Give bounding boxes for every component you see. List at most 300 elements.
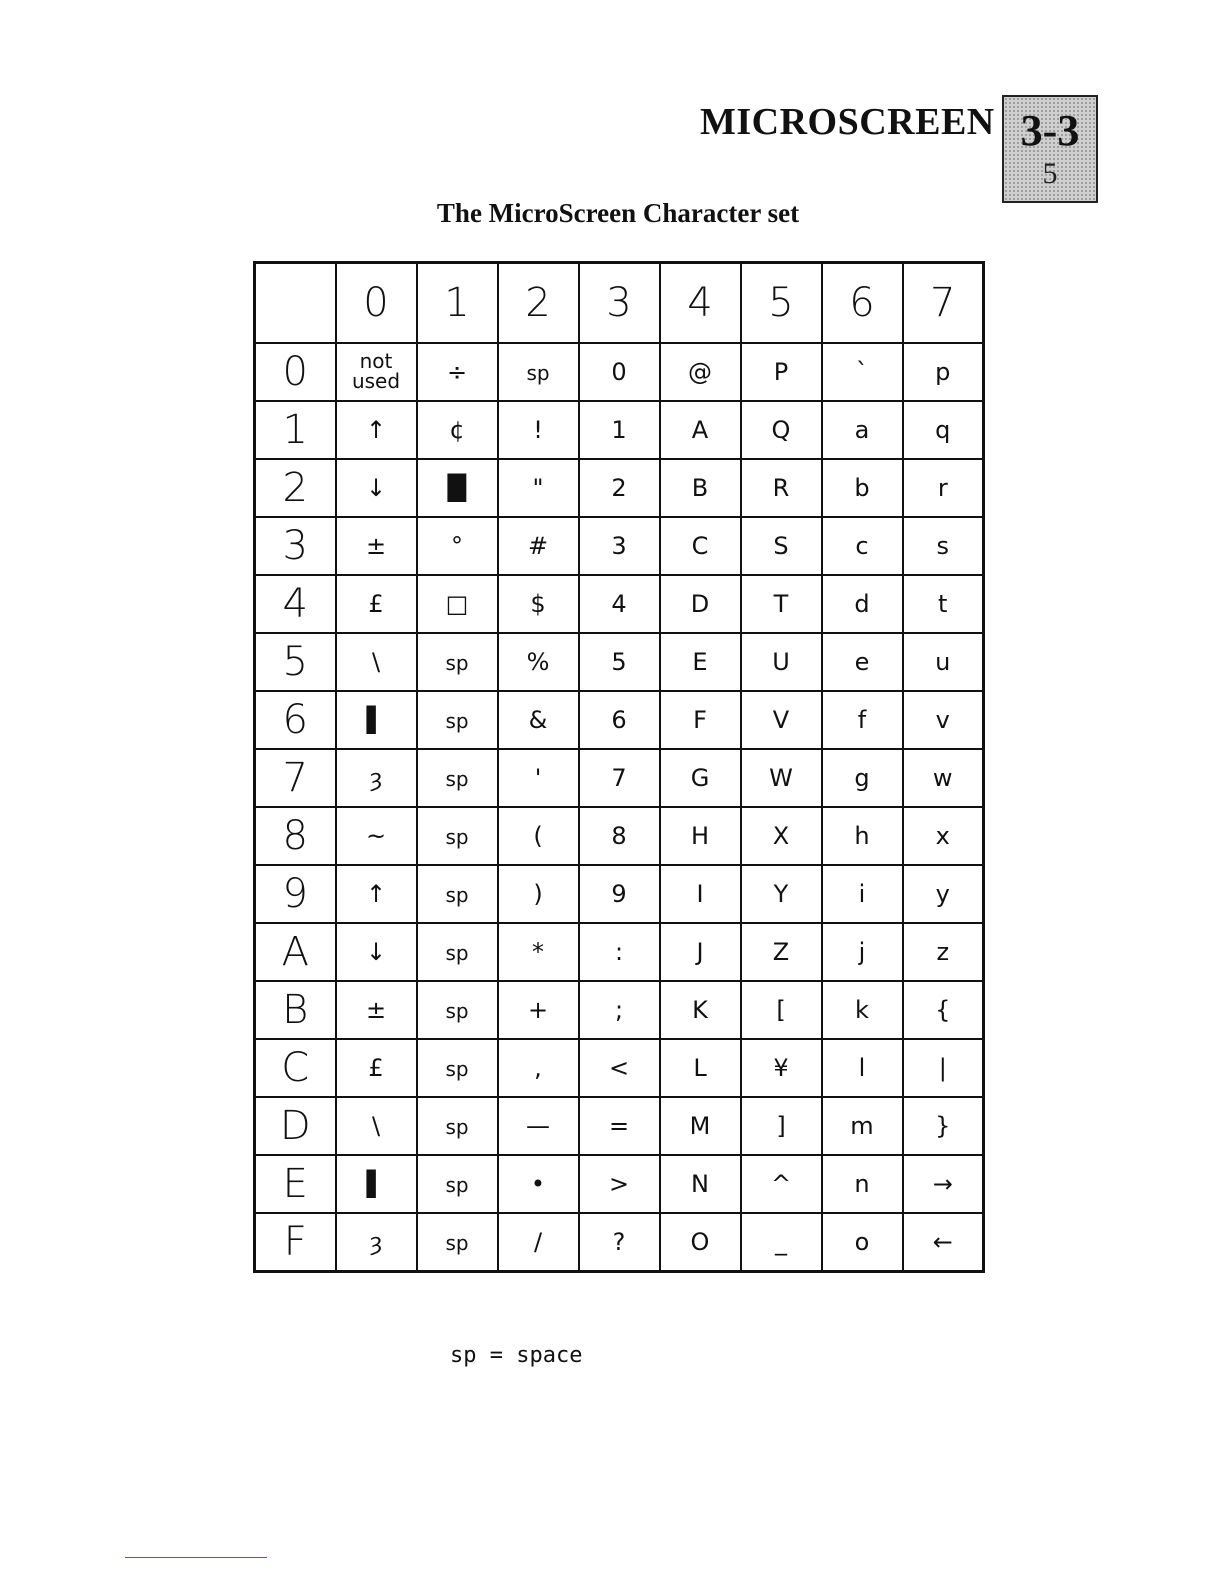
column-header: 7 [903,263,984,344]
character-glyph: E [692,648,708,676]
character-glyph: I [696,880,704,908]
character-cell [336,575,417,633]
character-cell [741,1155,822,1213]
character-glyph: 3 [611,532,627,560]
character-cell [336,981,417,1039]
character-cell [822,517,903,575]
page-title: MICROSCREEN [700,101,995,143]
character-glyph: ` [856,358,868,386]
character-glyph: 0 [611,358,627,386]
character-glyph: ¥ [773,1054,789,1082]
character-glyph: = [608,1112,630,1140]
character-cell [660,1097,741,1155]
character-glyph: r [937,474,948,502]
character-glyph: ( [533,822,543,850]
character-glyph: sp [445,825,469,849]
character-glyph: → [932,1170,953,1198]
character-cell [417,807,498,865]
character-glyph: sp [445,883,469,907]
character-cell [579,1213,660,1272]
table-row [255,575,984,633]
character-cell [741,691,822,749]
row-header: 2 [255,459,336,517]
character-cell [498,633,579,691]
character-cell [417,865,498,923]
character-glyph: sp [445,1057,469,1081]
character-cell [903,749,984,807]
character-glyph: s [936,532,949,560]
table-row [255,1097,984,1155]
character-cell [417,749,498,807]
character-glyph: £ [368,590,384,618]
character-cell [498,749,579,807]
character-cell [417,981,498,1039]
character-glyph: * [532,938,544,966]
character-cell [660,575,741,633]
character-cell [417,691,498,749]
character-glyph: 9 [611,880,627,908]
character-cell [741,517,822,575]
character-glyph: $ [530,590,546,618]
column-header: 4 [660,263,741,344]
character-glyph: £ [368,1054,384,1082]
column-header: 6 [822,263,903,344]
row-header: 1 [255,401,336,459]
character-cell [822,981,903,1039]
character-glyph: not used [351,348,401,393]
character-cell [498,1097,579,1155]
character-glyph: ° [451,532,463,560]
character-cell [417,923,498,981]
character-glyph: V [772,706,790,734]
character-glyph: + [527,996,549,1024]
character-cell [336,343,417,401]
character-cell [336,1155,417,1213]
character-cell [822,691,903,749]
character-glyph: S [773,532,789,560]
row-header: D [255,1097,336,1155]
character-glyph: w [932,764,953,792]
character-glyph: 6 [611,706,627,734]
character-glyph: : [614,938,624,966]
character-cell [498,1039,579,1097]
character-glyph: q [935,416,951,444]
character-cell [579,865,660,923]
character-cell [498,865,579,923]
character-cell [498,517,579,575]
character-cell [498,401,579,459]
character-glyph: 8 [611,822,627,850]
character-cell [417,1213,498,1272]
table-row [255,1039,984,1097]
table-row [255,923,984,981]
character-cell [579,459,660,517]
character-cell [660,749,741,807]
character-glyph: u [935,648,951,676]
character-glyph: 2 [611,474,627,502]
character-cell [336,691,417,749]
character-cell [822,1039,903,1097]
character-cell [903,865,984,923]
character-cell [822,343,903,401]
character-cell [336,749,417,807]
character-cell [660,343,741,401]
character-glyph: ↓ [365,474,387,502]
character-cell [417,401,498,459]
character-glyph: Y [773,880,789,908]
character-cell [417,517,498,575]
character-glyph: k [855,996,869,1024]
character-glyph: { [935,996,951,1024]
table-row [255,749,984,807]
character-cell [903,923,984,981]
character-cell [660,1155,741,1213]
character-glyph: A [691,416,709,444]
character-cell [336,1039,417,1097]
character-glyph: x [935,822,950,850]
character-glyph: [ [776,996,786,1024]
character-glyph: g [854,764,870,792]
character-glyph: ' [534,764,542,792]
character-cell [660,981,741,1039]
character-glyph: v [935,706,950,734]
character-cell [741,459,822,517]
character-glyph: m [850,1112,874,1140]
row-header: 4 [255,575,336,633]
character-cell [741,749,822,807]
character-cell [903,633,984,691]
character-glyph: M [689,1112,711,1140]
character-cell [336,1097,417,1155]
character-cell [660,691,741,749]
corner-cell [255,263,336,344]
character-cell [579,1039,660,1097]
character-cell [903,1097,984,1155]
character-glyph: ↓ [365,938,387,966]
table-row [255,1213,984,1272]
character-cell [822,459,903,517]
character-glyph: t [938,590,948,618]
column-header: 3 [579,263,660,344]
character-cell [498,923,579,981]
character-cell [741,633,822,691]
character-cell [903,459,984,517]
character-cell [498,1155,579,1213]
character-cell [417,633,498,691]
character-cell [417,575,498,633]
character-glyph: ȝ [369,764,383,792]
character-glyph: j [858,938,866,966]
character-glyph: • [530,1170,546,1198]
character-glyph: ¢ [449,416,465,444]
table-row [255,633,984,691]
character-glyph: p [935,358,951,386]
character-cell [741,1213,822,1272]
character-cell [417,459,498,517]
character-cell [822,1155,903,1213]
character-cell [903,981,984,1039]
character-cell [498,807,579,865]
row-header: E [255,1155,336,1213]
character-cell [903,1213,984,1272]
character-cell [660,633,741,691]
character-cell [579,923,660,981]
row-header: 8 [255,807,336,865]
character-cell [903,691,984,749]
character-cell [579,807,660,865]
column-header: 1 [417,263,498,344]
character-glyph: ȝ [369,1228,383,1256]
character-glyph: ▌ [366,706,386,734]
character-glyph: K [692,996,708,1024]
page-number: 5 [1042,157,1058,190]
character-cell [579,401,660,459]
character-glyph: , [534,1054,542,1082]
row-header: 3 [255,517,336,575]
character-glyph: @ [688,358,712,386]
column-header: 0 [336,263,417,344]
character-cell [417,1155,498,1213]
character-cell [741,865,822,923]
character-cell [903,1039,984,1097]
character-cell [579,343,660,401]
character-glyph: Z [772,938,790,966]
character-glyph: f [857,706,867,734]
character-glyph: ^ [770,1170,792,1198]
character-cell [741,343,822,401]
character-glyph: ] [776,1112,786,1140]
character-cell [336,401,417,459]
row-header: 9 [255,865,336,923]
character-glyph: % [526,648,550,676]
character-cell [660,1213,741,1272]
character-cell [498,343,579,401]
character-cell [336,633,417,691]
character-glyph: U [772,648,790,676]
character-cell [417,343,498,401]
table-row [255,459,984,517]
character-glyph: sp [445,941,469,965]
character-glyph: ? [612,1228,626,1256]
character-glyph: D [690,590,710,618]
character-glyph: o [854,1228,870,1256]
character-glyph: L [693,1054,707,1082]
character-glyph: F [693,706,707,734]
character-glyph: \ [371,648,381,676]
column-header-row [255,263,984,344]
table-row [255,807,984,865]
table-body [255,343,984,1272]
character-cell [741,981,822,1039]
character-glyph: Q [771,416,791,444]
character-glyph: i [858,880,866,908]
character-glyph: J [696,938,704,966]
character-cell [417,1039,498,1097]
footnote: sp = space [450,1343,583,1368]
character-glyph: P [773,358,789,386]
section-tab [1002,95,1098,203]
table-row [255,1155,984,1213]
character-cell [660,459,741,517]
character-cell [903,343,984,401]
row-header: 5 [255,633,336,691]
character-cell [336,923,417,981]
character-cell [660,923,741,981]
character-glyph: C [691,532,709,560]
character-cell [822,807,903,865]
section-number: 3-3 [1020,106,1080,155]
character-cell [822,1097,903,1155]
character-glyph: N [691,1170,709,1198]
divider [125,1557,267,1558]
column-header: 2 [498,263,579,344]
character-cell [579,1097,660,1155]
character-cell [741,1097,822,1155]
table-row [255,343,984,401]
character-cell [903,517,984,575]
character-glyph: sp [445,1115,469,1139]
character-glyph: > [608,1170,630,1198]
character-glyph: < [608,1054,630,1082]
character-cell [498,575,579,633]
character-cell [579,517,660,575]
character-glyph: y [935,880,950,908]
character-cell [660,401,741,459]
character-glyph: T [773,590,789,618]
character-glyph: e [854,648,870,676]
character-cell [903,575,984,633]
character-cell [822,749,903,807]
character-glyph: □ [445,590,469,618]
character-glyph: | [938,1054,947,1082]
character-cell [579,691,660,749]
character-glyph: sp [445,709,469,733]
character-cell [498,691,579,749]
character-cell [822,865,903,923]
table-caption: The MicroScreen Character set [436,198,800,228]
character-glyph: W [769,764,793,792]
character-cell [336,865,417,923]
character-cell [579,749,660,807]
table-row [255,865,984,923]
character-cell [903,1155,984,1213]
character-glyph: ! [533,416,543,444]
character-glyph: R [772,474,790,502]
character-cell [579,575,660,633]
character-cell [660,1039,741,1097]
row-header: F [255,1213,336,1272]
character-cell [660,865,741,923]
character-glyph: ) [533,880,543,908]
table-row [255,981,984,1039]
character-cell [903,807,984,865]
character-glyph: ▌ [366,1170,386,1198]
character-glyph: ~ [365,822,387,850]
character-glyph: ; [614,996,624,1024]
character-cell [336,517,417,575]
character-glyph: h [854,822,870,850]
character-glyph: sp [445,1173,469,1197]
character-glyph: sp [445,767,469,791]
row-header: 6 [255,691,336,749]
character-glyph: d [854,590,870,618]
character-glyph: \ [371,1112,381,1140]
character-cell [660,807,741,865]
character-glyph: ↑ [365,880,387,908]
character-glyph: ÷ [446,358,468,386]
character-cell [741,923,822,981]
table-row [255,517,984,575]
character-cell [417,1097,498,1155]
character-glyph: a [854,416,870,444]
row-header: 0 [255,343,336,401]
character-cell [822,401,903,459]
character-cell [741,1039,822,1097]
row-header: B [255,981,336,1039]
character-glyph: — [526,1112,550,1140]
character-glyph: b [854,474,870,502]
character-cell [336,1213,417,1272]
character-cell [579,1155,660,1213]
character-glyph: 1 [611,416,627,444]
character-glyph: sp [445,1231,469,1255]
character-cell [579,633,660,691]
character-glyph: ± [365,532,387,560]
character-glyph: & [528,706,548,734]
row-header: C [255,1039,336,1097]
character-cell [498,981,579,1039]
character-glyph: } [935,1112,951,1140]
character-glyph: ± [365,996,387,1024]
character-glyph: sp [445,651,469,675]
character-glyph: z [936,938,950,966]
character-cell [336,459,417,517]
character-cell [579,981,660,1039]
character-cell [741,401,822,459]
character-glyph: n [854,1170,870,1198]
character-glyph: O [690,1228,710,1256]
character-glyph: / [533,1228,543,1256]
character-glyph: 4 [611,590,627,618]
character-cell [822,575,903,633]
character-cell [660,517,741,575]
character-glyph: _ [775,1228,787,1256]
character-cell [822,633,903,691]
character-glyph: G [690,764,710,792]
character-glyph: H [690,822,710,850]
character-glyph: ← [932,1228,953,1256]
character-cell [903,401,984,459]
character-glyph: " [532,474,544,502]
character-glyph: X [772,822,790,850]
character-cell [741,575,822,633]
character-glyph: sp [526,361,550,385]
character-glyph: ↑ [365,416,387,444]
character-glyph: █ [447,474,467,502]
character-glyph: 7 [611,764,627,792]
character-cell [336,807,417,865]
character-cell [822,923,903,981]
character-glyph: # [527,532,549,560]
character-set-table [253,261,985,1273]
table-row [255,691,984,749]
character-cell [498,459,579,517]
character-glyph: c [855,532,869,560]
row-header: 7 [255,749,336,807]
character-glyph: B [691,474,709,502]
column-header: 5 [741,263,822,344]
table-row [255,401,984,459]
